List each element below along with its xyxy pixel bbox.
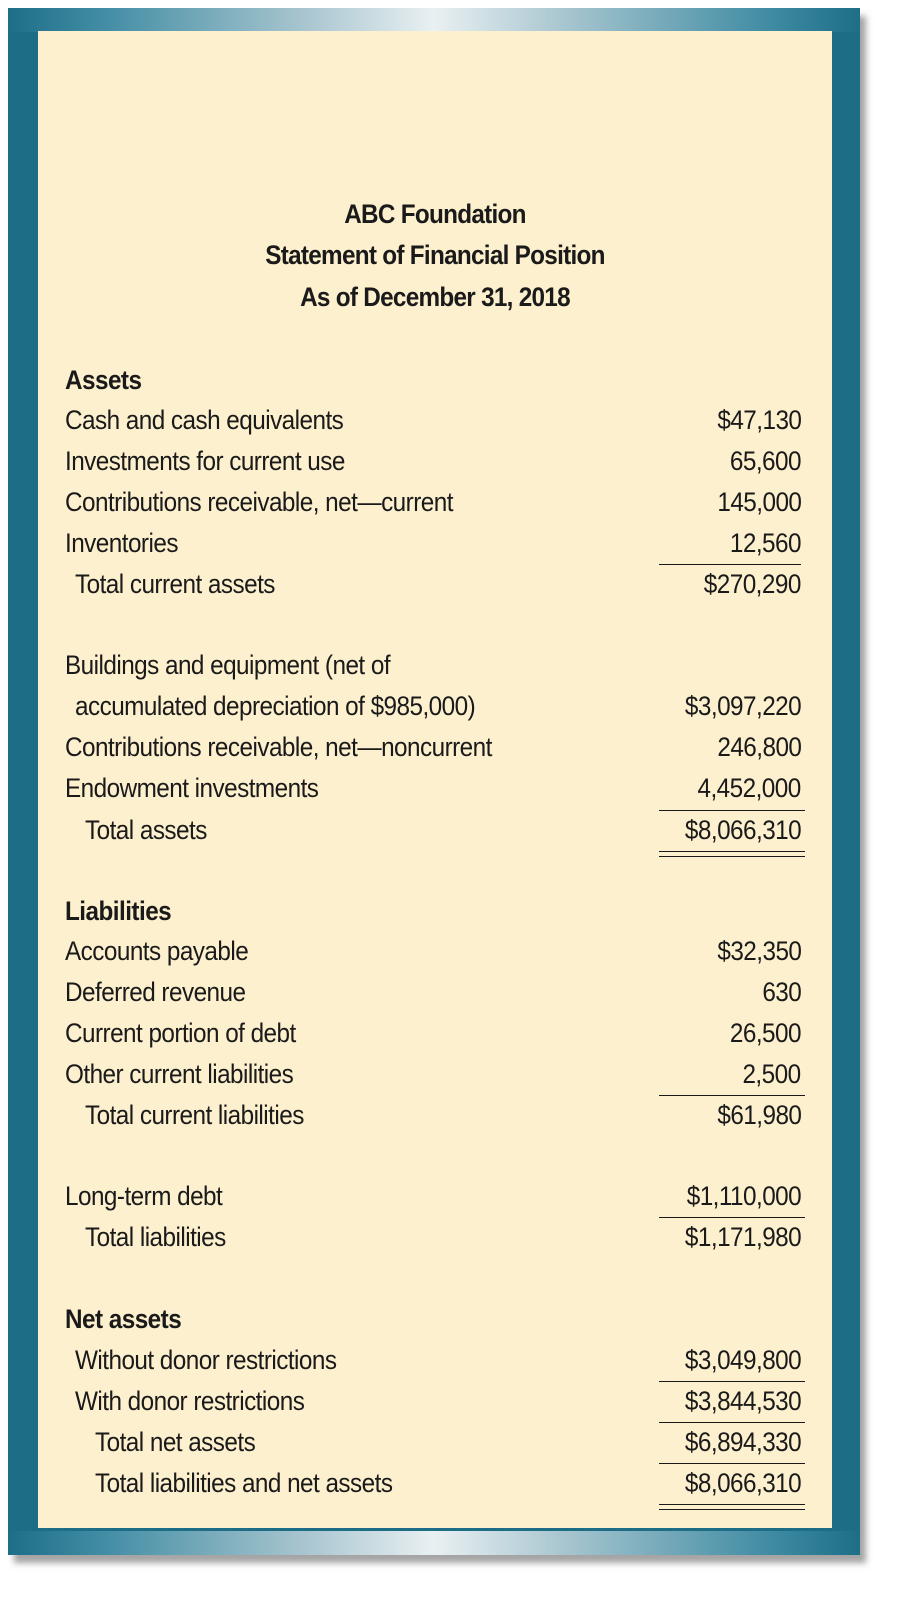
line-label: Inventories: [65, 528, 178, 558]
line-item: [65, 691, 801, 727]
line-amount: $32,350: [716, 936, 801, 966]
total-net-assets-row: [65, 1427, 801, 1463]
line-item: [65, 446, 801, 482]
total-amount: $8,066,310: [684, 815, 801, 845]
org-name: ABC Foundation: [344, 199, 526, 229]
grand-total-row: [65, 1468, 801, 1504]
frame-border: [8, 8, 860, 1555]
line-item: [65, 1018, 801, 1054]
line-amount: $47,130: [716, 405, 801, 435]
total-current-liabilities-row: [65, 1100, 801, 1136]
line-item: [65, 936, 801, 972]
line-label: Contributions receivable, net—current: [65, 487, 453, 517]
line-amount: 65,600: [729, 446, 801, 476]
line-label: Buildings and equipment (net of: [65, 650, 391, 680]
section-heading: Liabilities: [65, 896, 172, 926]
single-underline: [659, 1217, 805, 1218]
double-underline-top: [659, 1504, 805, 1505]
line-label: Other current liabilities: [65, 1059, 294, 1089]
line-item: [65, 977, 801, 1013]
total-amount: $1,171,980: [684, 1222, 801, 1252]
double-underline-top: [659, 851, 805, 852]
line-amount: $3,049,800: [684, 1345, 801, 1375]
line-label: With donor restrictions: [75, 1386, 305, 1416]
single-underline: [659, 1381, 805, 1382]
line-label: Contributions receivable, net—noncurrent: [65, 732, 492, 762]
line-amount: 12,560: [729, 528, 801, 558]
line-label: Current portion of debt: [65, 1018, 296, 1048]
line-item: [65, 1345, 801, 1381]
line-item: [65, 1059, 801, 1095]
line-label: Endowment investments: [65, 773, 319, 803]
line-item: [65, 1386, 801, 1422]
total-liabilities-row: [65, 1222, 801, 1258]
section-heading: Net assets: [65, 1304, 182, 1334]
total-label: Total liabilities and net assets: [95, 1468, 393, 1498]
line-amount: $1,110,000: [686, 1181, 801, 1211]
assets-heading-row: [65, 365, 801, 401]
single-underline: [659, 1095, 805, 1096]
total-amount: $61,980: [716, 1100, 801, 1130]
line-item: [65, 405, 801, 441]
line-item: [65, 528, 801, 564]
statement-title: Statement of Financial Position: [265, 240, 605, 270]
line-label: Deferred revenue: [65, 977, 246, 1007]
total-label: Total current assets: [75, 569, 275, 599]
line-label: accumulated depreciation of $985,000): [75, 691, 476, 721]
total-label: Total liabilities: [85, 1222, 226, 1252]
line-label: Accounts payable: [65, 936, 249, 966]
double-underline-bottom: [659, 1509, 805, 1510]
line-amount: 630: [762, 977, 801, 1007]
line-item: [65, 773, 801, 809]
line-amount: $3,097,220: [684, 691, 801, 721]
line-amount: 4,452,000: [697, 773, 801, 803]
single-underline: [659, 1422, 805, 1423]
total-assets-row: [65, 815, 801, 851]
total-label: Total assets: [85, 815, 207, 845]
liabilities-heading-row: [65, 896, 801, 932]
single-underline: [659, 1463, 805, 1464]
total-amount: $270,290: [703, 569, 801, 599]
line-amount: 26,500: [729, 1018, 801, 1048]
net-assets-heading-row: [65, 1304, 801, 1340]
statement-date: As of December 31, 2018: [300, 282, 570, 312]
total-current-assets-row: [65, 569, 801, 605]
total-amount: $8,066,310: [684, 1468, 801, 1498]
line-amount: 2,500: [742, 1059, 801, 1089]
long-term-debt-row: [65, 1181, 801, 1217]
line-amount: $3,844,530: [684, 1386, 801, 1416]
section-heading: Assets: [65, 365, 142, 395]
statement-paper: [38, 31, 832, 1528]
line-item: [65, 732, 801, 768]
line-label: Investments for current use: [65, 446, 345, 476]
single-underline: [659, 810, 805, 811]
line-item: [65, 650, 801, 686]
line-amount: 145,000: [716, 487, 801, 517]
line-amount: 246,800: [716, 732, 801, 762]
single-underline: [659, 564, 801, 565]
line-item: [65, 487, 801, 523]
total-label: Total net assets: [95, 1427, 256, 1457]
total-label: Total current liabilities: [85, 1100, 304, 1130]
line-label: Long-term debt: [65, 1181, 223, 1211]
double-underline-bottom: [659, 856, 805, 857]
total-amount: $6,894,330: [684, 1427, 801, 1457]
line-label: Without donor restrictions: [75, 1345, 337, 1375]
line-label: Cash and cash equivalents: [65, 405, 344, 435]
